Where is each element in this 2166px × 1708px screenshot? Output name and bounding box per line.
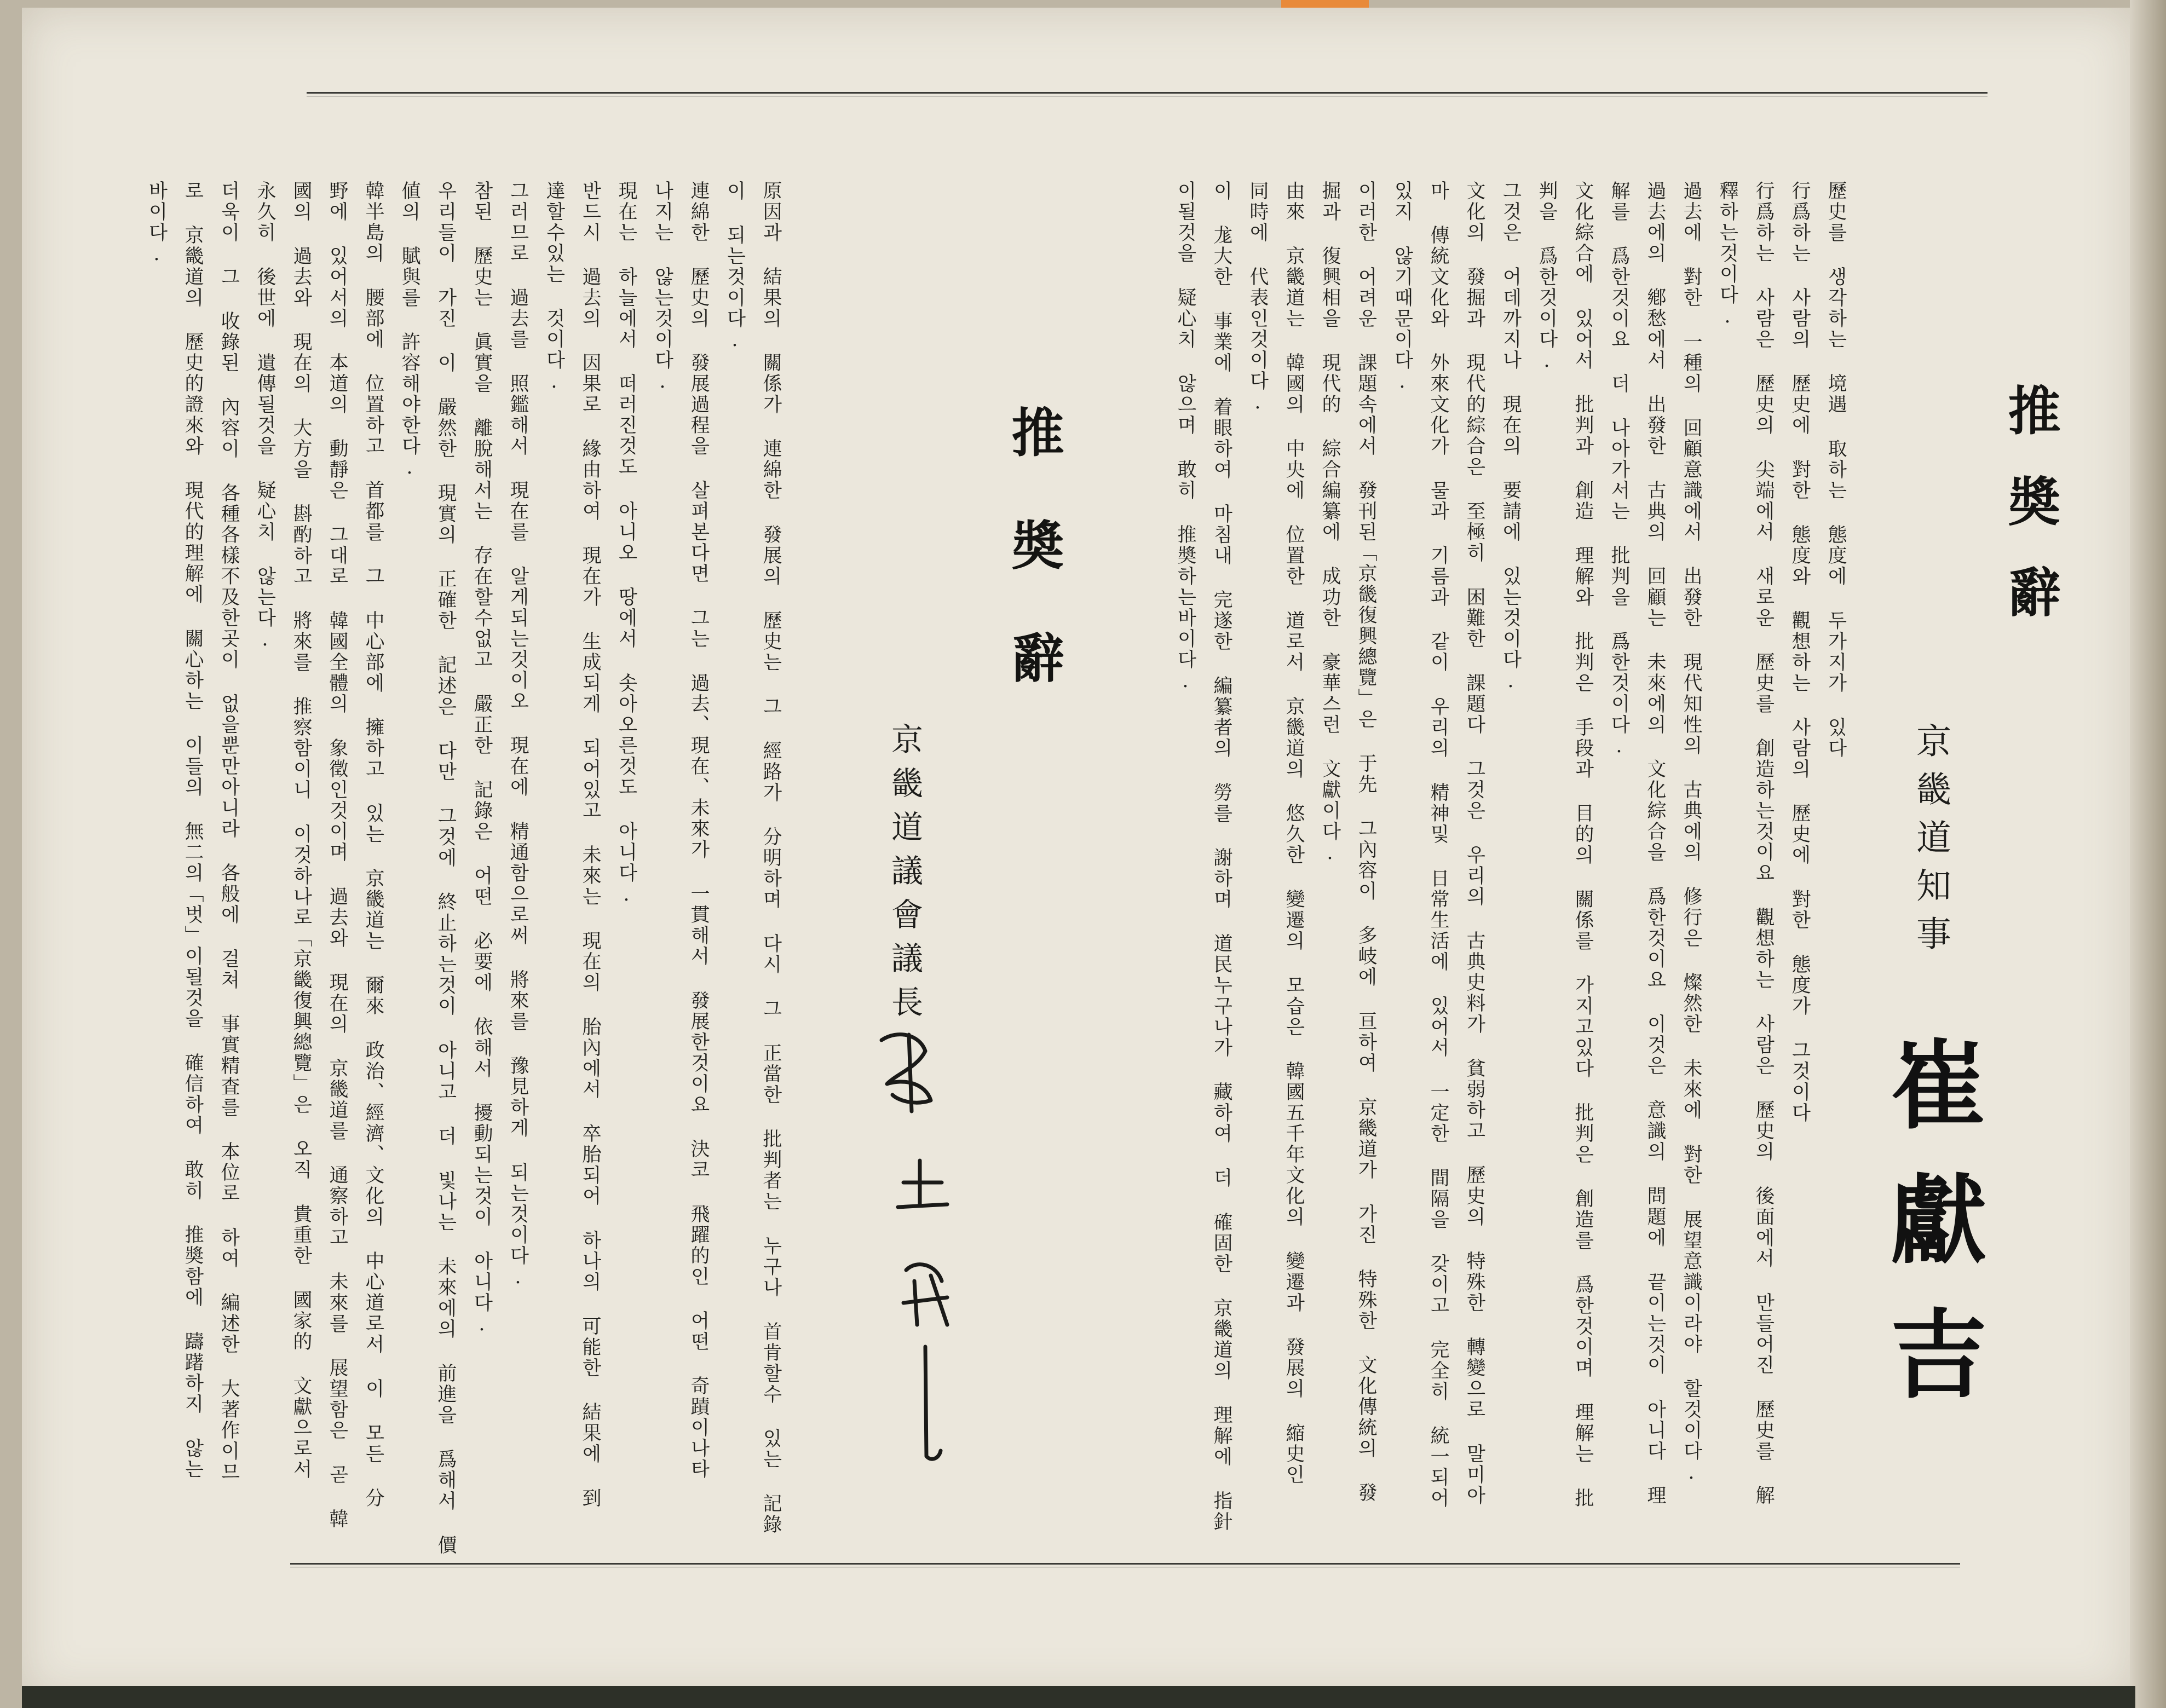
text-column: 로 京畿道의 歷史的證來와 現代的理解에 關心하는 이들의 無二의「벗」이될것을 確信하여 敢히 推奬함에 躊躇하지 않는 xyxy=(182,181,204,1480)
text-column: 바이다. xyxy=(146,181,168,267)
text-column: 行爲하는 사람은 歷史의 尖端에서 새로운 歷史를 創造하는것이요 觀想하는 사람은 歷史의 後面에서 만들어진 歷史를 解 xyxy=(1753,181,1775,1506)
text-column: 文化綜合에 있어서 批判과 創造 理解와 批判은 手段과 目的의 關係를 가지고있다 批判은 創造를 爲한것이며 理解는 批 xyxy=(1572,181,1594,1509)
text-column: 野에 있어서의 本道의 動靜은 그대로 韓國全體의 象徵인것이며 過去와 現在의 京畿道를 通察하고 未來를 展望함은 곧 韓 xyxy=(326,181,348,1530)
text-column: 値의 賦與를 許容해야한다. xyxy=(399,181,420,480)
text-column: 마 傳統文化와 外來文化가 물과 기름과 같이 우리의 精神및 日常生活에 있어서 一定한 間隔을 갖이고 完全히 統一되어 xyxy=(1427,181,1449,1509)
text-column: 解를 爲한것이요 더 나아가서는 批判을 爲한것이다. xyxy=(1608,181,1630,759)
orange-tab-marker xyxy=(1281,0,1369,8)
top-double-rule xyxy=(307,92,1988,96)
text-column: 掘과 復興相을 現代的 綜合編纂에 成功한 豪華스런 文獻이다. xyxy=(1319,181,1341,865)
text-column: 國의 過去와 現在의 大方을 斟酌하고 將來를 推察함이니 이것하나로「京畿復興總覽」은 오직 貴重한 國家的 文獻으로서 xyxy=(290,181,312,1480)
text-column: 達할수있는 것이다. xyxy=(543,181,565,394)
text-column: 過去에 對한 一種의 回顧意識에서 出發한 現代知性의 古典에의 修行은 燦然한 未來에 對한 展望意識이라야 할것이다. xyxy=(1680,181,1702,1485)
page-right-edge xyxy=(2130,0,2166,1708)
text-column: 나지는 않는것이다. xyxy=(652,181,673,394)
text-column: 있지 않기때문이다. xyxy=(1391,181,1413,394)
text-column: 永久히 後世에 遺傳될것을 疑心치 않는다. xyxy=(254,181,276,652)
text-column: 過去에의 鄕愁에서 出發한 古典의 回顧는 未來에의 文化綜合을 爲한것이요 이것은 意識의 問題에 끝이는것이 아니다 理 xyxy=(1644,181,1666,1506)
text-column: 原因과 結果의 關係가 連綿한 發展의 歷史는 그 經路가 分明하며 다시 그 正當한 批判者는 누구나 首肯할수 있는 記錄 xyxy=(760,181,782,1535)
text-column: 이 尨大한 事業에 着眼하여 마침내 完遂한 編纂者의 勞를 謝하며 道民누구나가 藏하여 더 確固한 京畿道의 理解에 指針 xyxy=(1211,181,1232,1532)
doc-b-signature xyxy=(865,1018,969,1467)
text-column: 그것은 어데까지나 現在의 要請에 있는것이다. xyxy=(1500,181,1522,694)
text-column: 이 되는것이다. xyxy=(724,181,746,353)
text-column: 이될것을 疑心치 않으며 敢히 推奬하는바이다. xyxy=(1174,181,1196,694)
doc-a-author-name: 崔獻吉 xyxy=(1874,1035,1988,1439)
text-column: 歷史를 생각하는 境遇 取하는 態度에 두가지가 있다 xyxy=(1825,181,1847,759)
text-column: 우리들이 가진 이 嚴然한 現實의 正確한 記述은 다만 그것에 終止하는것이 아니고 더 빛나는 未來에의 前進을 爲해서 價 xyxy=(435,181,457,1556)
doc-a-title: 推奬辭 xyxy=(2000,383,2061,656)
doc-b-author-position: 京畿道議會議長 xyxy=(886,723,923,1029)
text-column: 文化의 發掘과 現代的綜合은 至極히 困難한 課題다 그것은 우리의 古典史料가 貧弱하고 歷史의 特殊한 轉變으로 말미아 xyxy=(1464,181,1485,1506)
text-column: 連綿한 歷史의 發展過程을 살펴본다면 그는 過去、現在、未來가 一貫해서 發展한것이요 決코 飛躍的인 어떤 奇蹟이나타 xyxy=(688,181,710,1480)
text-column: 釋하는것이다. xyxy=(1716,181,1738,329)
bottom-double-rule xyxy=(290,1563,1960,1567)
text-column: 同時에 代表인것이다. xyxy=(1247,181,1269,415)
text-column: 반드시 過去의 因果로 緣由하여 現在가 生成되게 되어있고 未來는 現在의 胎內에서 卒胎되어 하나의 可能한 結果에 到 xyxy=(579,181,601,1509)
doc-b-title: 推奬辭 xyxy=(1003,405,1065,743)
text-column: 그러므로 過去를 照鑑해서 現在를 알게되는것이오 現在에 精通함으로써 將來를 豫見하게 되는것이다. xyxy=(507,181,529,1290)
page-bottom-edge xyxy=(22,1686,2135,1708)
text-column: 이러한 어려운 課題속에서 發刊된「京畿復興總覽」은 于先 그內容이 多岐에 亘하여 京畿道가 가진 特殊한 文化傳統의 發 xyxy=(1355,181,1377,1503)
text-column: 더욱이 그 收錄된 內容이 各種各樣不及한곳이 없을뿐만아니라 各般에 걸쳐 事實精査를 本位로 하여 編述한 大著作이므 xyxy=(218,181,240,1482)
doc-a-author-position: 京畿道知事 xyxy=(1910,723,1951,963)
text-column: 現在는 하늘에서 떠러진것도 아니오 땅에서 솟아오른것도 아니다. xyxy=(615,181,637,907)
text-column: 韓半島의 腰部에 位置하고 首都를 그 中心部에 擁하고 있는 京畿道는 爾來 政治、經濟、文化의 中心道로서 이 모든 分 xyxy=(362,181,384,1509)
text-column: 行爲하는 사람의 歷史에 對한 態度와 觀想하는 사람의 歷史에 對한 態度가 그것이다 xyxy=(1789,181,1811,1123)
text-column: 由來 京畿道는 韓國의 中央에 位置한 道로서 京畿道의 悠久한 變遷의 모습은 韓國五千年文化의 變遷과 發展의 縮史인 xyxy=(1283,181,1305,1485)
text-column: 참된 歷史는 眞實을 離脫해서는 存在할수없고 嚴正한 記錄은 어떤 必要에 依해서 擾動되는것이 아니다. xyxy=(471,181,493,1337)
text-column: 判을 爲한것이다. xyxy=(1536,181,1558,373)
